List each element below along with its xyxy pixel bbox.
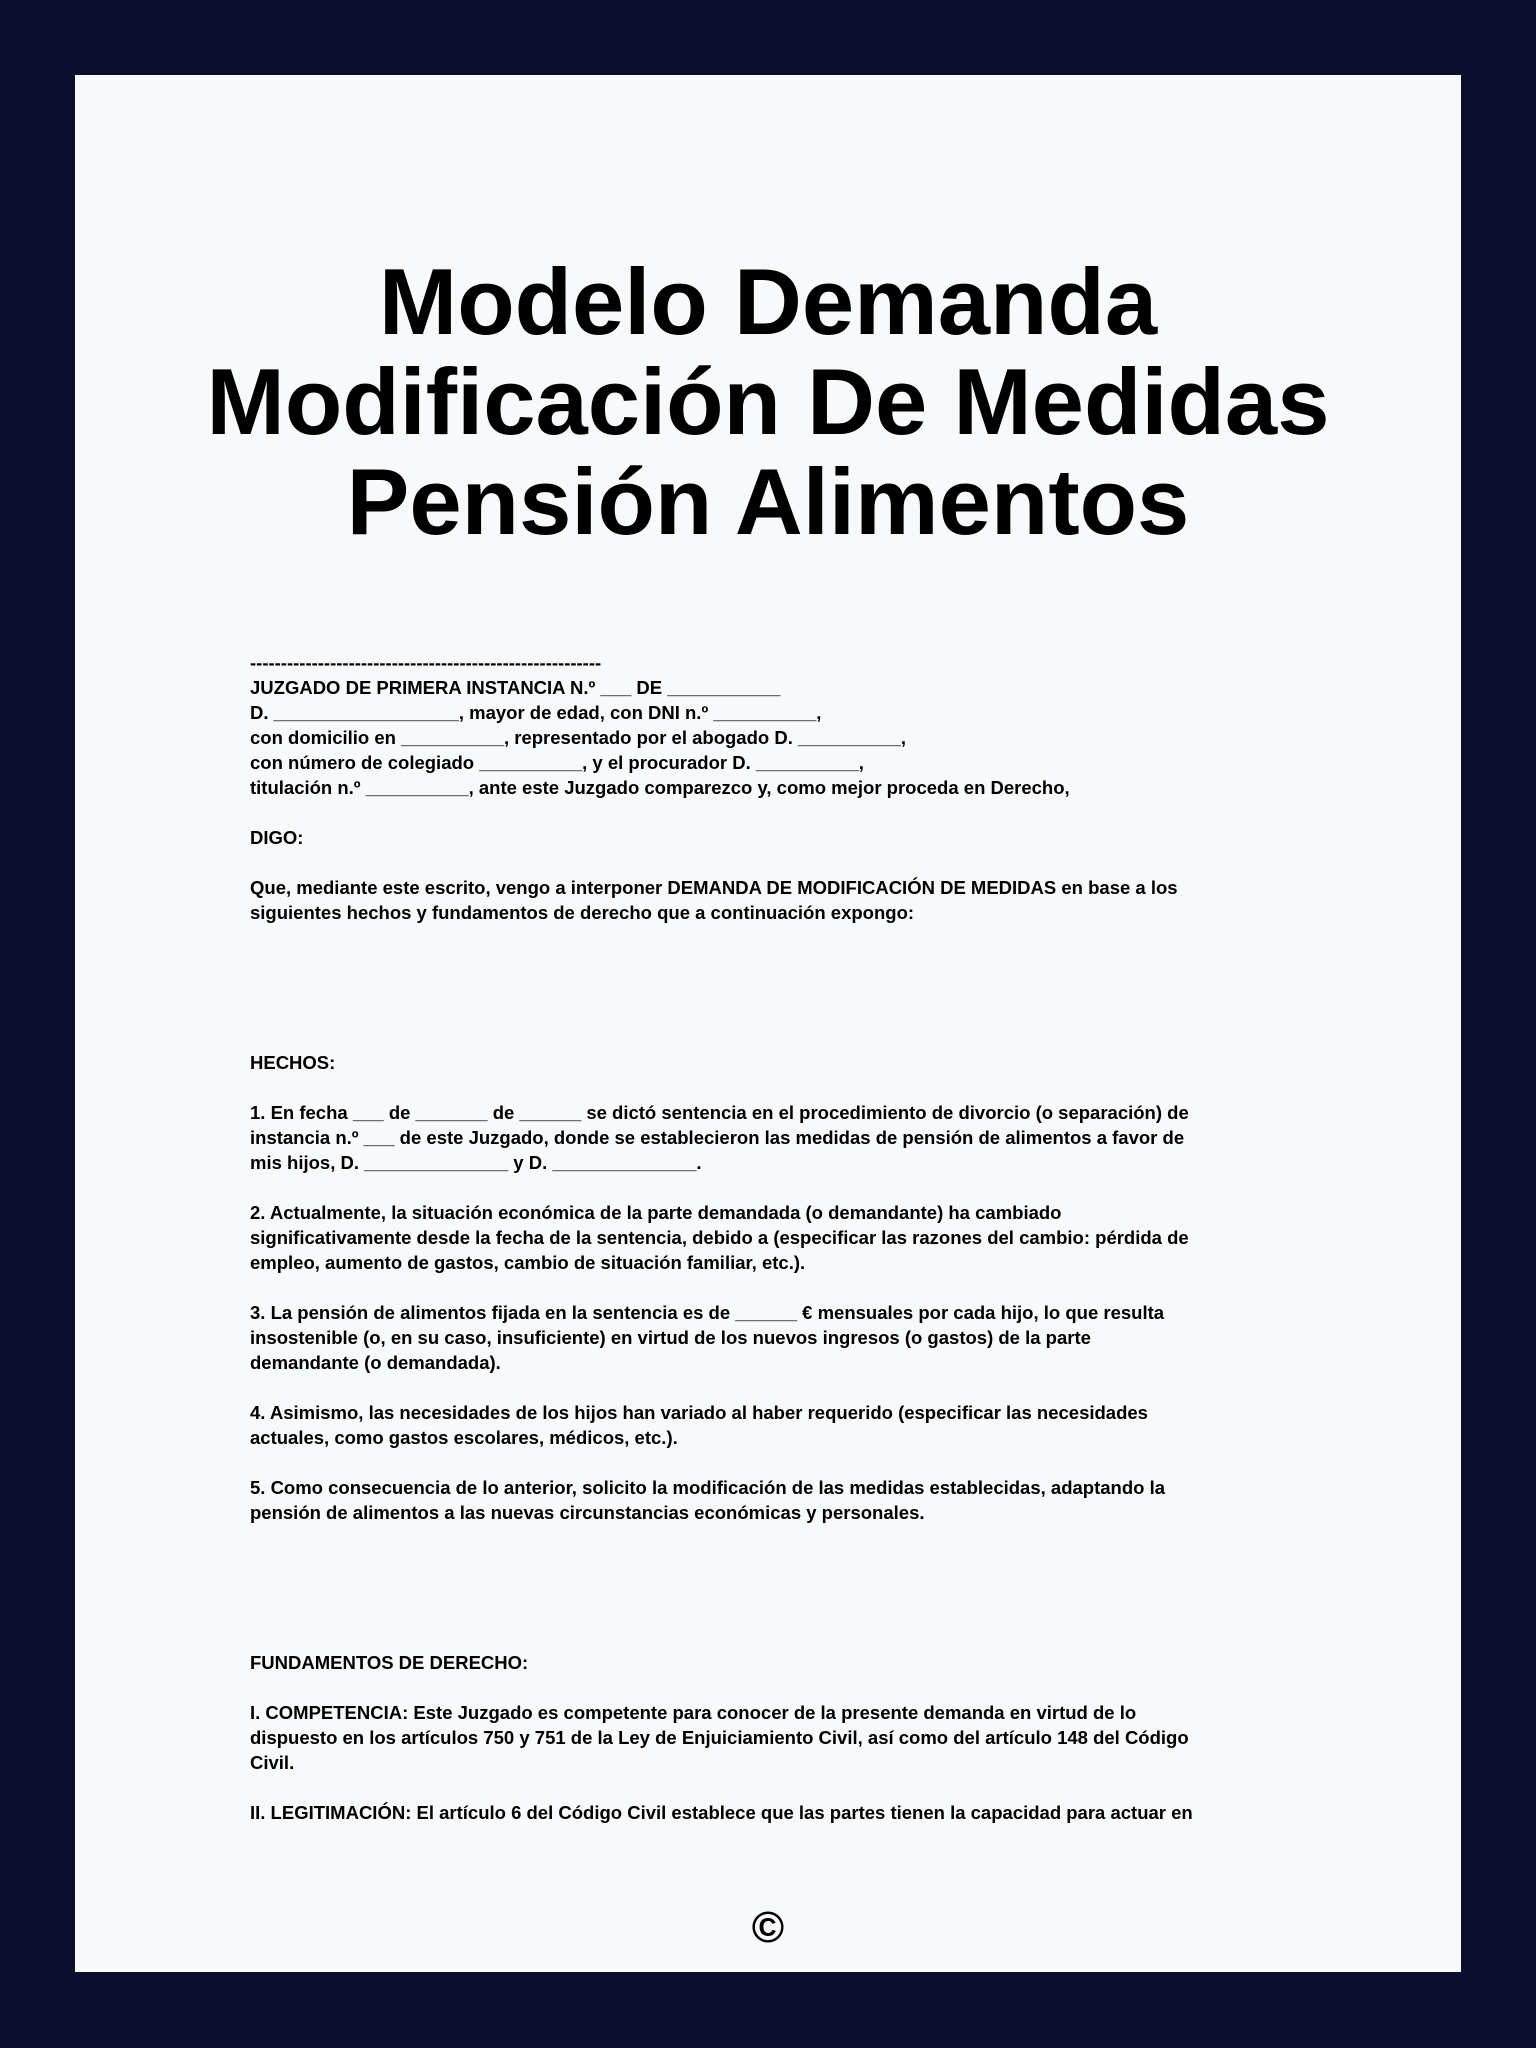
body-line: I. COMPETENCIA: Este Juzgado es competente para conocer de la presente demanda en virtud de lo [250, 1702, 1137, 1723]
body-line: 2. Actualmente, la situación económica de la parte demandada (o demandante) ha cambiado [250, 1202, 1062, 1223]
body-line: actuales, como gastos escolares, médicos, etc.). [250, 1427, 678, 1448]
body-line [250, 1525, 1193, 1550]
body-line: 3. La pensión de alimentos fijada en la sentencia es de ______ € mensuales por cada hijo, lo que resulta [250, 1302, 1165, 1323]
body-line: HECHOS: [250, 1052, 336, 1073]
body-line: significativamente desde la fecha de la sentencia, debido a (especificar las razones del cambio: pérdida de [250, 1227, 1189, 1248]
body-line [250, 975, 1193, 1000]
document-title [0, 249, 1536, 554]
body-line [250, 1675, 1193, 1700]
body-line [250, 1175, 1193, 1200]
body-line [250, 1550, 1193, 1575]
body-line: --------------------------------------------------------- [250, 652, 602, 673]
document-body [250, 650, 1193, 1825]
body-line [250, 1450, 1193, 1475]
body-line: demandante (o demandada). [250, 1352, 501, 1373]
copyright-symbol: © [751, 1903, 785, 1952]
body-line [250, 1600, 1193, 1625]
body-line: FUNDAMENTOS DE DERECHO: [250, 1652, 529, 1673]
body-line [250, 800, 1193, 825]
body-line [250, 1275, 1193, 1300]
body-line: Civil. [250, 1752, 295, 1773]
body-line: siguientes hechos y fundamentos de derecho que a continuación expongo: [250, 902, 915, 923]
body-line: con domicilio en __________, representado por el abogado D. __________, [250, 727, 907, 748]
body-line: mis hijos, D. ______________ y D. ______________. [250, 1152, 702, 1173]
body-line: 4. Asimismo, las necesidades de los hijos han variado al haber requerido (especificar las necesidades [250, 1402, 1148, 1423]
body-line [250, 925, 1193, 950]
title-line: Modelo Demanda [378, 249, 1158, 354]
body-line [250, 1575, 1193, 1600]
body-line: instancia n.º ___ de este Juzgado, donde se establecieron las medidas de pensión de alimentos a favor de [250, 1127, 1185, 1148]
body-line: empleo, aumento de gastos, cambio de situación familiar, etc.). [250, 1252, 806, 1273]
body-line [250, 1025, 1193, 1050]
title-line: Modificación De Medidas [206, 349, 1330, 454]
body-line [250, 1625, 1193, 1650]
title-line: Pensión Alimentos [346, 449, 1190, 554]
body-line: Que, mediante este escrito, vengo a interponer DEMANDA DE MODIFICACIÓN DE MEDIDAS en base a los [250, 877, 1178, 898]
body-line: con número de colegiado __________, y el procurador D. __________, [250, 752, 864, 773]
body-line: 1. En fecha ___ de _______ de ______ se dictó sentencia en el procedimiento de divorcio (o separación) de [250, 1102, 1189, 1123]
body-line: titulación n.º __________, ante este Juzgado comparezco y, como mejor proceda en Derecho, [250, 777, 1070, 798]
body-line [250, 1775, 1193, 1800]
body-line: 5. Como consecuencia de lo anterior, solicito la modificación de las medidas establecidas, adaptando la [250, 1477, 1166, 1498]
body-line [250, 950, 1193, 975]
body-line [250, 850, 1193, 875]
body-line: JUZGADO DE PRIMERA INSTANCIA N.º ___ DE ___________ [250, 677, 781, 698]
body-line [250, 1000, 1193, 1025]
body-line: II. LEGITIMACIÓN: El artículo 6 del Código Civil establece que las partes tienen la capacidad para actuar en [250, 1802, 1193, 1823]
body-line: pensión de alimentos a las nuevas circunstancias económicas y personales. [250, 1502, 925, 1523]
body-line: D. __________________, mayor de edad, con DNI n.º __________, [250, 702, 822, 723]
body-line: insostenible (o, en su caso, insuficiente) en virtud de los nuevos ingresos (o gastos) de la parte [250, 1327, 1091, 1348]
body-line [250, 1375, 1193, 1400]
body-line: dispuesto en los artículos 750 y 751 de la Ley de Enjuiciamiento Civil, así como del artículo 148 del Código [250, 1727, 1189, 1748]
body-line [250, 1075, 1193, 1100]
body-line: DIGO: [250, 827, 304, 848]
